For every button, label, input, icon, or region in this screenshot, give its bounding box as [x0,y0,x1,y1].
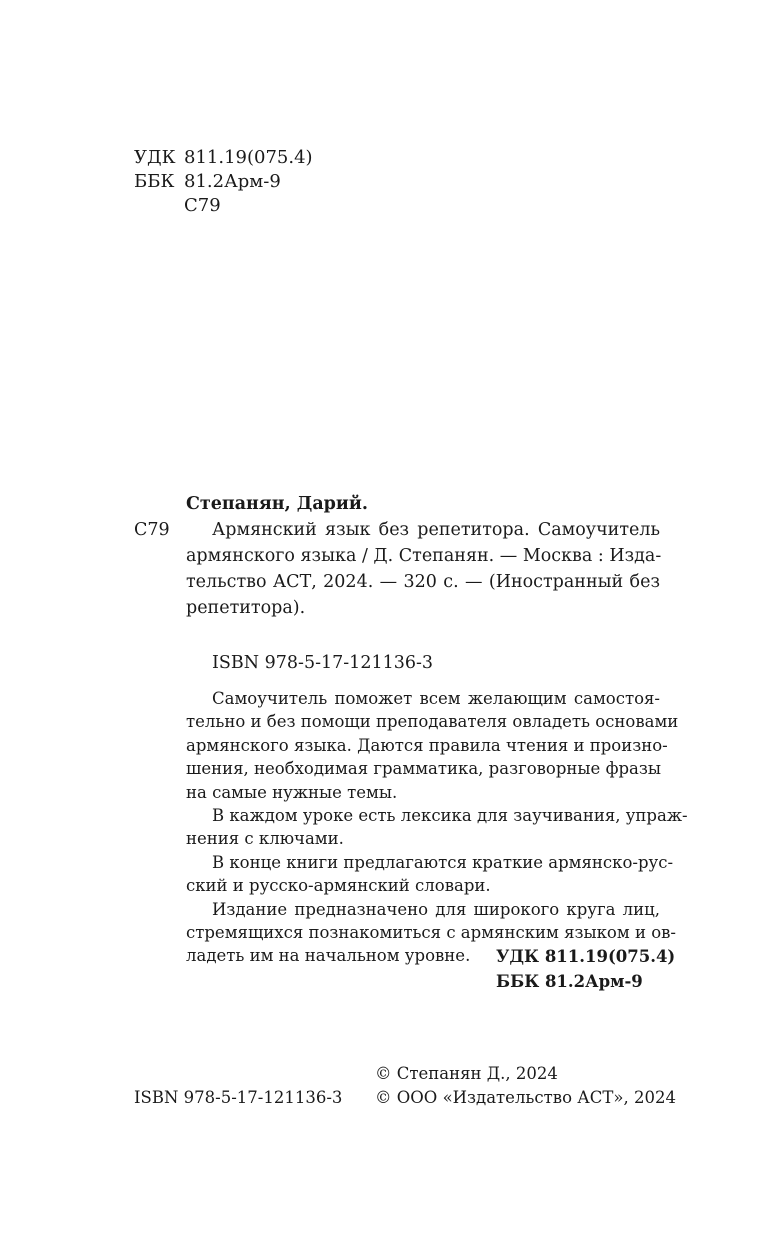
annotation-line: нения с ключами. [186,829,344,849]
annotation-line: на самые нужные темы. [186,782,398,802]
annotation-line: ладеть им на начальном уровне. [186,946,471,966]
classification-block [134,146,313,218]
annotation-line: Самоучитель поможет всем желающим самостоя- [212,689,660,708]
bbk-value: 81.2Арм-9 [184,171,281,192]
annotation-line: В каждом уроке есть лексика для заучивания, упраж- [212,805,688,825]
record-line-3: тельство АСТ, 2024. — 320 с. — (Иностранный без [186,572,660,592]
footer-isbn: ISBN 978-5-17-121136-3 [134,1088,343,1107]
annotation-line: ский и русско-армянский словари. [186,876,491,896]
author-heading: Степанян, Дарий. [186,494,368,514]
udk-key: УДК [134,147,176,168]
annotation-udk: УДК 811.19(075.4) [496,947,676,966]
record-author-mark: С79 [134,520,170,540]
bbk-key: ББК [134,171,175,192]
copyright-publisher: © ООО «Издательство АСТ», 2024 [375,1088,676,1107]
record-line-2: армянского языка / Д. Степанян. — Москва : Изда- [186,546,662,566]
record-isbn: ISBN 978-5-17-121136-3 [212,653,434,673]
annotation-line: Издание предназначено для широкого круга лиц, [212,899,660,919]
copyright-author: © Степанян Д., 2024 [375,1064,558,1083]
bbk-line [134,170,313,194]
annotation-line: В конце книги предлагаются краткие армянско-рус- [212,852,674,872]
annotation-line: шения, необходимая грамматика, разговорные фразы [186,759,662,779]
record-line-4: репетитора). [186,598,306,618]
author-mark: С79 [184,195,221,216]
annotation-bbk: ББК 81.2Арм-9 [496,972,643,991]
annotation-line: стремящихся познакомиться с армянским языком и ов- [186,922,676,942]
annotation [186,687,688,968]
record-line-1: Армянский язык без репетитора. Самоучитель [212,520,660,540]
annotation-line: армянского языка. Даются правила чтения и произно- [186,735,668,755]
author-mark-line [134,194,313,218]
udk-value: 811.19(075.4) [184,147,313,168]
annotation-line: тельно и без помощи преподавателя овладеть основами [186,712,679,732]
udk-line [134,146,313,170]
